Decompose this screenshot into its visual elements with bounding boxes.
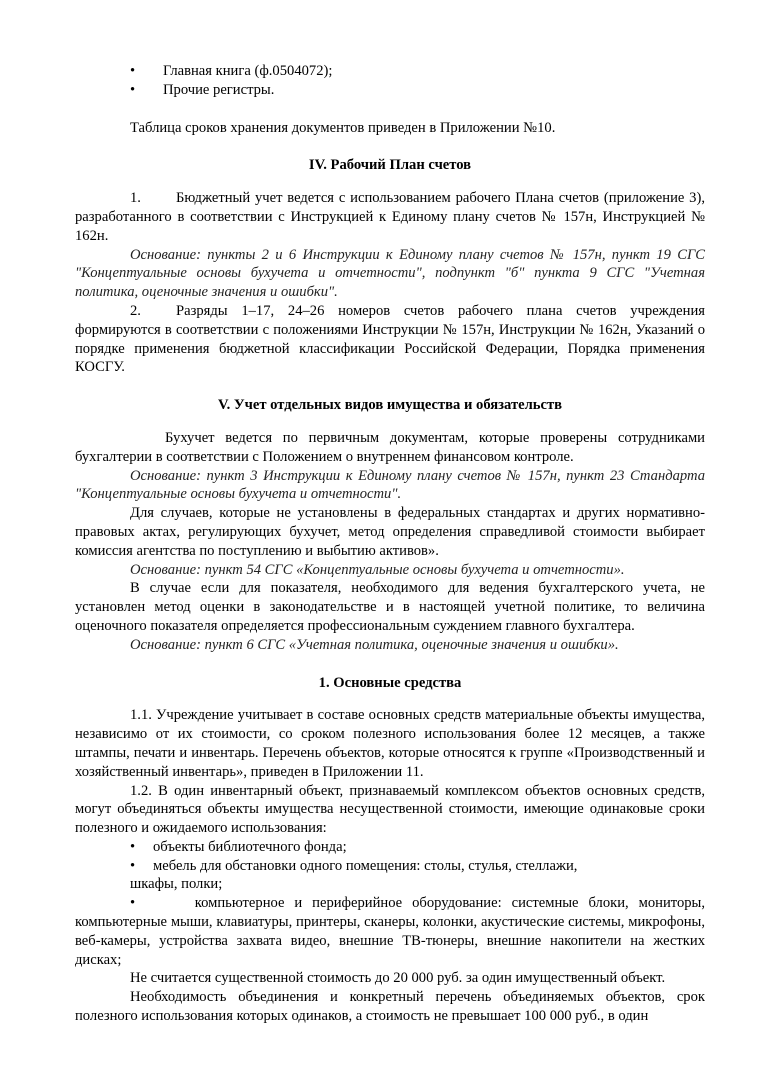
subsection-1-paragraph-2: 1.2. В один инвентарный объект, признаваемый комплексом объектов основных средств, могут объединяться объекты имущества несущественной стоимости, имеющие одинаковые сроки полезного и ожидаемого использования: — [75, 782, 705, 837]
section-4-basis-1: Основание: пункты 2 и 6 Инструкции к Единому плану счетов № 157н, пункт 19 СГС "Концептуальные основы бухучета и отчетности", подпункт "б" пункта 9 СГС "Учетная политика, оценочные значения и ошибки". — [75, 246, 705, 301]
section-5-title: V. Учет отдельных видов имущества и обязательств — [217, 397, 563, 414]
section-5-basis-2: Основание: пункт 54 СГС «Концептуальные основы бухучета и отчетности». — [130, 561, 625, 578]
list-item-text: Прочие регистры. — [163, 81, 275, 98]
bullet-icon: • — [130, 838, 136, 855]
list-item — [75, 81, 705, 100]
section-5-basis-1: Основание: пункт 3 Инструкции к Единому плану счетов № 157н, пункт 23 Стандарта "Концептуальные основы бухучета и отчетности". — [75, 467, 705, 503]
list-item — [75, 894, 705, 969]
list-item-text: мебель для обстановки одного помещения: столы, стулья, стеллажи, — [153, 857, 578, 874]
section-4-paragraph-2 — [75, 302, 705, 377]
list-item-continuation: шкафы, полки; — [130, 876, 223, 893]
section-5-paragraph-1: Бухучет ведется по первичным документам, которые проверены сотрудниками бухгалтерии в соответствии с Положением о внутреннем финансовом контроле. — [75, 429, 705, 465]
list-item-text: компьютерное и периферийное оборудование: системные блоки, мониторы, компьютерные мыши, клавиатуры, принтеры, сканеры, колонки, акустические системы, микрофоны, веб-камеры, устройства захвата видео, внешние ТВ-тюнеры, внешние накопители на жестких дисках; — [75, 895, 705, 968]
list-item — [75, 62, 705, 81]
bullet-icon: • — [130, 857, 136, 874]
subsection-1-title: 1. Основные средства — [318, 674, 462, 691]
bullet-icon: • — [130, 81, 136, 98]
section-4-paragraph-1 — [75, 189, 705, 245]
subsection-1-paragraph-3: Не считается существенной стоимость до 20 000 руб. за один имущественный объект. — [130, 970, 666, 987]
paragraph-number: 2. — [130, 302, 141, 319]
paragraph-text: Бюджетный учет ведется с использованием рабочего Плана счетов (приложение 3), разработанного в соответствии с Инструкцией к Единому плану счетов № 157н, Инструкцией № 162н. — [75, 190, 705, 244]
bullet-icon: • — [130, 63, 136, 79]
intro-paragraph: Таблица сроков хранения документов приведен в Приложении №10. — [130, 119, 556, 136]
subsection-1-paragraph-1: 1.1. Учреждение учитывает в составе основных средств материальные объекты имущества, независимо от их стоимости, со сроком полезного использования более 12 месяцев, а также штампы, печати и инвентарь. Перечень объектов, которые относятся к группе «Производственный и хозяйственный инвентарь», приведен в Приложении 11. — [75, 707, 705, 780]
list-item-text: Главная книга (ф.0504072); — [163, 63, 333, 79]
document-page — [75, 62, 705, 1026]
list-item — [75, 857, 705, 876]
paragraph-text: Разряды 1–17, 24–26 номеров счетов рабочего плана счетов учреждения формируются в соответствии с положениями Инструкции № 157н, Инструкции № 162н, Указаний о порядке применения бюджетной классификации Российской Федерации, Порядка применения КОСГУ. — [75, 302, 705, 376]
section-5-paragraph-2: Для случаев, которые не установлены в федеральных стандартах и других нормативно-правовых актах, регулирующих бухучет, метод определения справедливой стоимости выбирает комиссия агентства по поступлению и выбытию активов». — [75, 505, 705, 559]
section-5-paragraph-3: В случае если для показателя, необходимого для ведения бухгалтерского учета, не установлен метод оценки в законодательстве и в настоящей учетной политике, то величина оценочного показателя определяется профессиональным суждением главного бухгалтера. — [75, 580, 705, 634]
section-4-title: IV. Рабочий План счетов — [308, 157, 472, 174]
list-item — [75, 838, 705, 857]
list-item-text: объекты библиотечного фонда; — [153, 838, 347, 855]
subsection-1-paragraph-4: Необходимость объединения и конкретный перечень объединяемых объектов, срок полезного использования которых одинаков, а стоимость не превышает 100 000 руб., в один — [75, 989, 705, 1025]
bullet-icon: • — [130, 895, 195, 912]
section-5-basis-3: Основание: пункт 6 СГС «Учетная политика, оценочные значения и ошибки». — [130, 636, 619, 653]
paragraph-number: 1. — [130, 190, 141, 207]
